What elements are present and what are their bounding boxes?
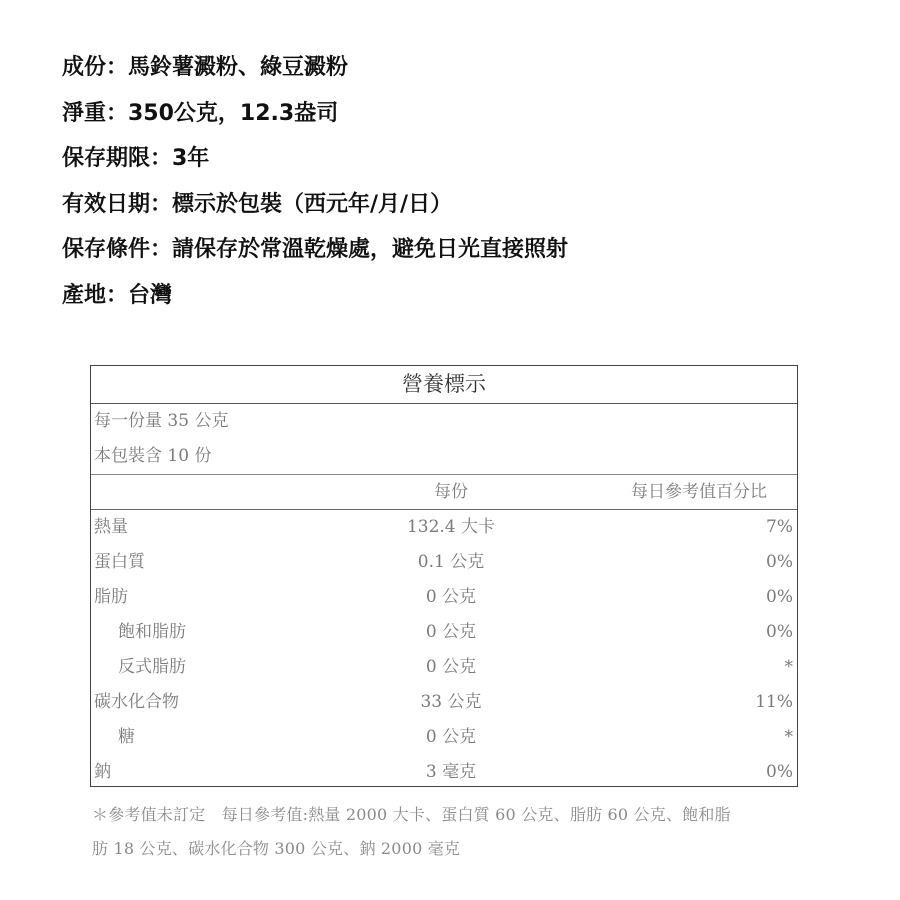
serving-size: 每一份量 35 公克 (94, 411, 229, 431)
nutrition-header-row (91, 474, 797, 510)
storage-line: 保存條件：請保存於常溫乾燥處，避免日光直接照射 (62, 237, 569, 262)
nutrient-row-trans-fat (91, 650, 797, 685)
nutrient-daily-value: * (784, 657, 793, 677)
header-daily-value: 每日參考值百分比 (631, 482, 767, 502)
product-info (62, 50, 568, 323)
nutrient-per-serving: 0 公克 (425, 622, 477, 642)
nutrient-per-serving: 0.1 公克 (417, 552, 485, 572)
nutrient-per-serving: 3 毫克 (425, 762, 477, 782)
nutrient-name: 飽和脂肪 (118, 622, 186, 642)
nutrient-per-serving: 0 公克 (425, 587, 477, 607)
footnote-line-2: 肪 18 公克、碳水化合物 300 公克、鈉 2000 毫克 (92, 839, 461, 858)
nutrient-name: 鈉 (94, 762, 111, 782)
nutrient-daily-value: 7% (766, 517, 793, 537)
servings-per-package: 本包裝含 10 份 (94, 446, 212, 466)
nutrient-daily-value: 0% (766, 587, 793, 607)
nutrient-name: 糖 (118, 727, 135, 747)
nutrient-row-saturated-fat (91, 615, 797, 650)
nutrient-daily-value: * (784, 727, 793, 747)
ingredients-line: 成份：馬鈴薯澱粉、綠豆澱粉 (62, 55, 349, 80)
nutrition-table (90, 365, 798, 787)
nutrient-daily-value: 0% (766, 762, 793, 782)
nutrient-name: 碳水化合物 (94, 692, 179, 712)
nutrient-per-serving: 0 公克 (425, 657, 477, 677)
net-weight-line: 淨重：350公克，12.3盎司 (62, 100, 339, 126)
nutrient-row-sodium (91, 755, 797, 790)
nutrient-row-protein (91, 545, 797, 580)
footnote-line-1: ＊參考值未訂定 每日參考值:熱量 2000 大卡、蛋白質 60 公克、脂肪 60 公克、飽和脂 (92, 805, 731, 824)
nutrition-footnote (92, 798, 802, 866)
nutrient-row-fat (91, 580, 797, 615)
shelf-life-line: 保存期限：3年 (62, 146, 210, 171)
nutrient-per-serving: 132.4 大卡 (406, 517, 496, 537)
header-per-serving: 每份 (434, 482, 468, 502)
expiry-date-line: 有效日期：標示於包裝（西元年/月/日） (62, 191, 453, 217)
nutrient-name: 反式脂肪 (118, 657, 186, 677)
nutrient-name: 熱量 (94, 517, 128, 537)
nutrient-row-sugar (91, 720, 797, 755)
nutrient-name: 蛋白質 (94, 552, 145, 572)
servings-per-package-row (91, 439, 797, 474)
nutrient-per-serving: 0 公克 (425, 727, 477, 747)
nutrient-row-carbohydrate (91, 685, 797, 720)
nutrient-name: 脂肪 (94, 587, 128, 607)
nutrient-daily-value: 11% (755, 692, 793, 712)
nutrient-per-serving: 33 公克 (420, 692, 482, 712)
nutrient-daily-value: 0% (766, 552, 793, 572)
nutrient-daily-value: 0% (766, 622, 793, 642)
nutrient-row-calories (91, 510, 797, 545)
serving-size-row (91, 404, 797, 439)
nutrition-title: 營養標示 (91, 366, 797, 404)
origin-line: 產地：台灣 (62, 282, 173, 308)
